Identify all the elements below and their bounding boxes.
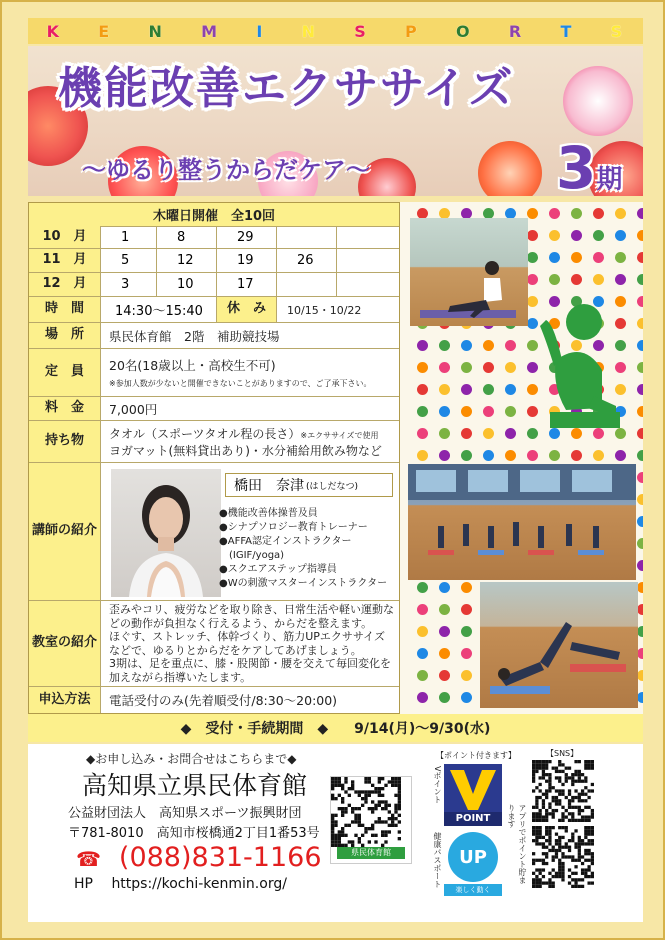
polka-dot <box>593 208 604 219</box>
place-value: 県民体育館 2階 補助競技場 <box>109 328 280 344</box>
kenmin-letter: O <box>456 21 472 41</box>
instructor-name: 橋田 奈津 <box>234 478 304 494</box>
place-row <box>29 323 399 349</box>
polka-dot <box>571 208 582 219</box>
polka-dot <box>549 274 560 285</box>
polka-dot <box>439 604 450 615</box>
polka-dot <box>417 626 428 637</box>
fee-row <box>29 397 399 421</box>
organization-name: 高知県立県民体育館 <box>82 771 308 800</box>
polka-dot <box>505 340 516 351</box>
polka-dot <box>571 274 582 285</box>
kenmin-letter: S <box>354 21 368 41</box>
phone-number[interactable] <box>76 842 322 873</box>
polka-dot <box>505 428 516 439</box>
polka-dot <box>637 406 643 417</box>
term-badge <box>556 134 622 196</box>
qualification: ●機能改善体操普及員 <box>219 508 318 519</box>
accept-period: 9/14(月)～9/30(水) <box>354 721 491 737</box>
polka-dot <box>505 450 516 461</box>
polka-dot <box>615 450 626 461</box>
homepage-link[interactable] <box>74 876 287 892</box>
polka-dot <box>483 340 494 351</box>
polka-dot <box>637 538 643 549</box>
polka-dot <box>483 450 494 461</box>
app-point-text: アプリでポイント貯まります <box>507 804 527 884</box>
time-row <box>29 297 399 323</box>
page-title: 機能改善エクササイズ <box>58 63 515 114</box>
polka-dot <box>571 450 582 461</box>
polka-dot <box>439 428 450 439</box>
day-cell: 1 <box>101 226 157 248</box>
polka-dot <box>593 450 604 461</box>
rest-label: 休 み <box>217 297 277 322</box>
polka-dot <box>483 362 494 373</box>
polka-dot <box>461 582 472 593</box>
month-row-november <box>29 249 399 273</box>
contact-heading: ◆お申し込み・お問合せはこちらまで◆ <box>86 752 297 766</box>
polka-dot <box>439 384 450 395</box>
polka-dot <box>461 626 472 637</box>
polka-dot <box>549 230 560 241</box>
polka-dot <box>417 604 428 615</box>
polka-dot <box>505 384 516 395</box>
qualification: ●シナプソロジー教育トレーナー <box>219 522 368 533</box>
polka-dot <box>439 362 450 373</box>
day-cell: 5 <box>101 249 157 272</box>
day-cell: 8 <box>157 226 217 248</box>
v-point-logo <box>444 764 502 812</box>
polka-dot <box>593 230 604 241</box>
class-text: 3期は、足を重点に、膝・股関節・腰を交えて毎回変化を加えながら指導いたします。 <box>109 657 391 684</box>
point-label: POINT <box>444 812 502 826</box>
fee-value: 7,000円 <box>109 401 158 417</box>
kenmin-letter: S <box>610 21 625 41</box>
accept-period-bar <box>28 714 643 742</box>
polka-dot <box>615 230 626 241</box>
polka-dot <box>439 582 450 593</box>
polka-dot <box>549 450 560 461</box>
kenmin-letter: R <box>508 21 524 41</box>
sitting-figure-icon <box>540 300 630 450</box>
kenmin-letter: P <box>405 21 419 41</box>
polka-dot <box>637 560 643 571</box>
phone-icon: ☎ <box>76 847 101 871</box>
polka-dot <box>637 384 643 395</box>
qr-code-facebook[interactable] <box>532 826 594 888</box>
schedule-header: 木曜日開催 全10回 <box>29 203 399 227</box>
month-label: 12 月 <box>29 273 101 296</box>
polka-dot <box>461 604 472 615</box>
kenmin-sports-strip <box>28 18 643 44</box>
polka-dot <box>439 626 450 637</box>
kenmin-letter: N <box>148 21 164 41</box>
class-text: 歪みやコリ、疲労などを取り除き、日常生活や軽い運動などの動作が負担なく行えるよう、からだを整えます。 <box>109 603 395 630</box>
contact-section <box>28 744 643 922</box>
polka-dot <box>461 692 472 703</box>
kenko-passport-text: 健康パスポート <box>433 832 442 888</box>
rest-value: 10/15・10/22 <box>287 303 362 317</box>
qualification: ●スクエアステップ指導員 <box>219 564 337 575</box>
polka-dot <box>505 406 516 417</box>
polka-dot <box>527 296 538 307</box>
day-cell: 26 <box>277 249 337 272</box>
day-cell: 17 <box>217 273 277 296</box>
polka-dot <box>637 472 643 483</box>
term-unit: 期 <box>596 165 623 195</box>
polka-dot <box>483 384 494 395</box>
polka-dot <box>527 230 538 241</box>
instructor-photo <box>111 469 221 597</box>
hp-url: https://kochi-kenmin.org/ <box>111 876 287 892</box>
title-banner <box>28 46 643 196</box>
polka-dot <box>593 274 604 285</box>
polka-dot <box>505 362 516 373</box>
polka-dot <box>637 494 643 505</box>
instructor-label: 講師の紹介 <box>29 463 101 600</box>
polka-dot <box>527 406 538 417</box>
polka-dot <box>417 384 428 395</box>
instructor-kana: (はしだなつ) <box>306 481 359 492</box>
flower-decoration <box>478 141 542 196</box>
polka-dot <box>461 362 472 373</box>
polka-dot <box>637 296 643 307</box>
polka-dot <box>483 428 494 439</box>
kenmin-letter: I <box>256 21 265 41</box>
info-table <box>28 202 400 714</box>
polka-dot <box>637 274 643 285</box>
polka-dot <box>637 208 643 219</box>
polka-dot <box>615 252 626 263</box>
month-label: 11 月 <box>29 249 101 272</box>
polka-dot <box>461 450 472 461</box>
polka-dot <box>527 362 538 373</box>
polka-dot <box>637 318 643 329</box>
polka-dot <box>417 362 428 373</box>
kenmin-letter: E <box>98 21 112 41</box>
month-row-october <box>29 226 399 249</box>
polka-dot <box>417 648 428 659</box>
polka-dot <box>549 252 560 263</box>
apply-row <box>29 687 399 713</box>
items-note: ※エクササイズで使用 <box>300 430 379 440</box>
items-label: 持ち物 <box>29 421 101 462</box>
class-text: ほぐす、ストレッチ、体幹づくり、筋力UPエクササイズなどで、ゆるりとからだをケアしてあげましょう。 <box>109 630 386 657</box>
polka-dot <box>417 582 428 593</box>
fee-label: 料 金 <box>29 397 101 420</box>
day-cell: 12 <box>157 249 217 272</box>
polka-dot <box>417 428 428 439</box>
accept-label: ◆ 受付・手続期間 ◆ <box>180 721 329 737</box>
polka-dot <box>637 252 643 263</box>
sns-heading: 【SNS】 <box>546 749 579 758</box>
kenmin-letter: T <box>560 21 574 41</box>
polka-dot <box>615 208 626 219</box>
polka-dot <box>461 670 472 681</box>
instructor-qualifications <box>219 507 399 591</box>
polka-dot <box>527 428 538 439</box>
polka-dot <box>439 692 450 703</box>
polka-dot <box>615 274 626 285</box>
polka-dot <box>527 208 538 219</box>
capacity-row <box>29 349 399 397</box>
polka-dot <box>461 428 472 439</box>
polka-dot <box>637 362 643 373</box>
instructor-name-box <box>225 473 393 497</box>
kenmin-letter: M <box>201 21 220 41</box>
qualification: ●AFFA認定インストラクター <box>219 536 352 547</box>
time-value: 14:30～15:40 <box>101 297 217 322</box>
capacity-label: 定 員 <box>29 349 101 396</box>
kenmin-letter: N <box>301 21 317 41</box>
polka-dot <box>461 648 472 659</box>
items-line2: ヨガマット(無料貸出あり)・水分補給用飲み物など <box>109 443 382 458</box>
class-label: 教室の紹介 <box>29 601 101 686</box>
point-heading: 【ポイント付きます】 <box>436 751 516 760</box>
polka-dot <box>571 252 582 263</box>
qr-code-instagram[interactable] <box>532 760 594 822</box>
qualification: (IGIF/yoga) <box>219 550 285 561</box>
polka-dot <box>439 406 450 417</box>
v-point-text: Vポイント <box>433 766 442 804</box>
exercise-photo-3 <box>480 582 638 708</box>
month-label: 10 月 <box>29 226 101 248</box>
day-cell <box>277 226 337 248</box>
polka-dot <box>593 252 604 263</box>
hp-label: HP <box>74 876 93 892</box>
polka-dot <box>549 208 560 219</box>
polka-dot <box>571 230 582 241</box>
polka-dot <box>637 428 643 439</box>
foundation-name: 公益財団法人 高知県スポーツ振興財団 <box>68 806 302 821</box>
polka-dot <box>417 340 428 351</box>
polka-dot <box>637 516 643 527</box>
polka-dot <box>527 318 538 329</box>
qualification: ●Wの刺激マスターインストラクター <box>219 578 388 589</box>
polka-dot <box>439 670 450 681</box>
day-cell <box>277 273 337 296</box>
address: 〒781-8010 高知市桜橋通2丁目1番53号 <box>68 826 320 841</box>
place-label: 場 所 <box>29 323 101 348</box>
polka-dot <box>461 406 472 417</box>
flower-decoration <box>563 66 633 136</box>
polka-dot <box>461 340 472 351</box>
day-cell: 10 <box>157 273 217 296</box>
items-row <box>29 421 399 463</box>
kenmin-letter: K <box>46 21 62 41</box>
capacity-note: ※参加人数が少ないと開催できないことがありますので、ご了承下さい。 <box>109 379 372 388</box>
polka-dot <box>637 340 643 351</box>
polka-dot <box>527 450 538 461</box>
exercise-photo-1 <box>410 218 528 326</box>
polka-dot <box>417 406 428 417</box>
polka-dot <box>439 648 450 659</box>
polka-dot <box>527 340 538 351</box>
day-cell <box>337 249 399 272</box>
polka-dot <box>417 450 428 461</box>
polka-dot <box>527 252 538 263</box>
day-cell: 29 <box>217 226 277 248</box>
polka-dot <box>483 406 494 417</box>
exercise-photo-2 <box>408 464 636 580</box>
polka-dot <box>417 670 428 681</box>
day-cell: 3 <box>101 273 157 296</box>
qr-code-kenmin[interactable] <box>330 776 412 864</box>
capacity-value: 20名(18歳以上・高校生不可) <box>109 358 276 373</box>
up-caption: 楽しく動く <box>444 884 502 896</box>
term-number: 3 <box>556 134 597 196</box>
phone-text: (088)831-1166 <box>118 842 322 873</box>
apply-value: 電話受付のみ(先着順受付/8:30～20:00) <box>109 693 338 708</box>
page-subtitle: ～ゆるり整うからだケア～ <box>82 156 370 184</box>
month-row-december <box>29 273 399 297</box>
items-line1: タオル（スポーツタオル程の長さ） <box>109 426 301 441</box>
polka-dot <box>417 692 428 703</box>
up-logo: UP <box>448 832 498 882</box>
photo-column <box>400 202 643 714</box>
time-label: 時 間 <box>29 297 101 322</box>
class-row <box>29 601 399 687</box>
day-cell <box>337 273 399 296</box>
qr-caption: 県民体育館 <box>337 847 405 859</box>
polka-dot <box>461 384 472 395</box>
polka-dot <box>527 384 538 395</box>
polka-dot <box>439 450 450 461</box>
polka-dot <box>637 450 643 461</box>
apply-label: 申込方法 <box>29 687 101 713</box>
day-cell: 19 <box>217 249 277 272</box>
polka-dot <box>527 274 538 285</box>
polka-dot <box>637 230 643 241</box>
polka-dot <box>439 340 450 351</box>
day-cell <box>337 226 399 248</box>
